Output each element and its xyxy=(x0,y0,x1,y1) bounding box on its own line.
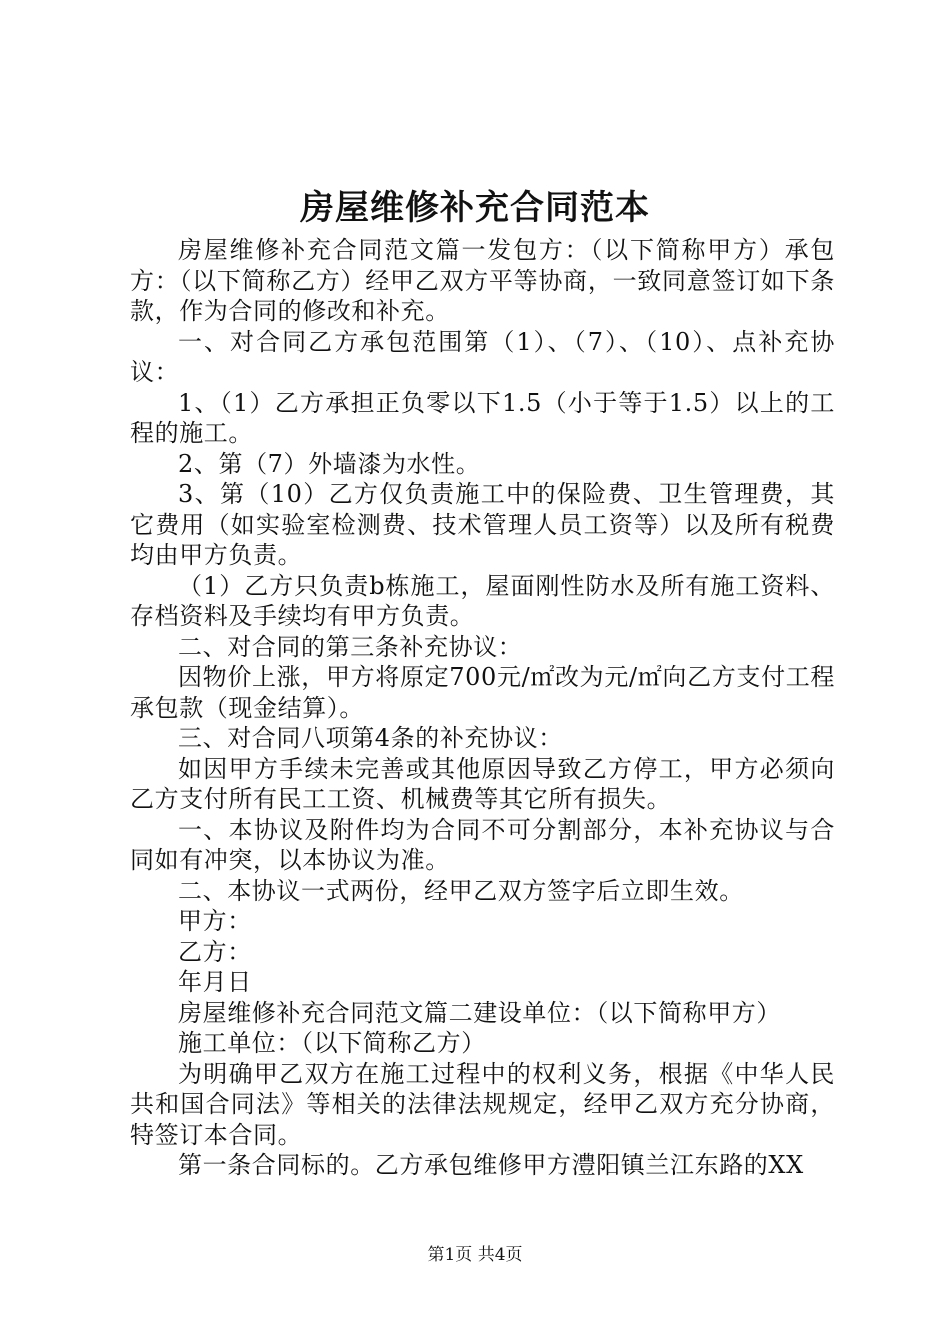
paragraph: 房屋维修补充合同范文篇一发包方：（以下简称甲方）承包方：（以下简称乙方）经甲乙双方平等协商，一致同意签订如下条款，作为合同的修改和补充。 xyxy=(130,236,835,325)
paragraph: 三、对合同八项第4条的补充协议： xyxy=(178,724,563,752)
paragraph: 施工单位：（以下简称乙方） xyxy=(178,1029,486,1057)
paragraph: 3、第（10）乙方仅负责施工中的保险费、卫生管理费，其它费用（如实验室检测费、技术管理人员工资等）以及所有税费均由甲方负责。 xyxy=(130,480,835,569)
document-body xyxy=(130,235,835,1181)
signature-party-a: 甲方： xyxy=(178,907,252,935)
paragraph: 因物价上涨，甲方将原定700元/㎡改为元/㎡向乙方支付工程承包款（现金结算）。 xyxy=(130,663,835,722)
paragraph: 如因甲方手续未完善或其他原因导致乙方停工，甲方必须向乙方支付所有民工工资、机械费等其它所有损失。 xyxy=(130,754,835,813)
signature-party-b: 乙方： xyxy=(178,937,252,966)
paragraph: 一、本协议及附件均为合同不可分割部分，本补充协议与合同如有冲突，以本协议为准。 xyxy=(130,815,835,874)
paragraph: 1、（1）乙方承担正负零以下1.5（小于等于1.5）以上的工程的施工。 xyxy=(130,388,835,447)
document-title: 房屋维修补充合同范本 xyxy=(300,188,650,228)
paragraph: （1）乙方只负责b栋施工，屋面刚性防水及所有施工资料、存档资料及手续均有甲方负责。 xyxy=(130,571,835,630)
paragraph: 一、对合同乙方承包范围第（1）、（7）、（10）、点补充协议： xyxy=(130,327,835,386)
paragraph: 房屋维修补充合同范文篇二建设单位：（以下简称甲方） xyxy=(178,998,781,1027)
paragraph: 2、第（7）外墙漆为水性。 xyxy=(178,449,481,478)
paragraph: 二、本协议一式两份，经甲乙双方签字后立即生效。 xyxy=(178,876,744,905)
page-footer: 第1页 共4页 xyxy=(427,1245,523,1265)
paragraph: 为明确甲乙双方在施工过程中的权利义务，根据《中华人民共和国合同法》等相关的法律法规规定，经甲乙双方充分协商，特签订本合同。 xyxy=(130,1059,835,1149)
paragraph: 二、对合同的第三条补充协议： xyxy=(178,632,523,661)
paragraph: 第一条合同标的。乙方承包维修甲方澧阳镇兰江东路的XX xyxy=(178,1151,804,1179)
signature-date: 年月日 xyxy=(178,968,252,996)
